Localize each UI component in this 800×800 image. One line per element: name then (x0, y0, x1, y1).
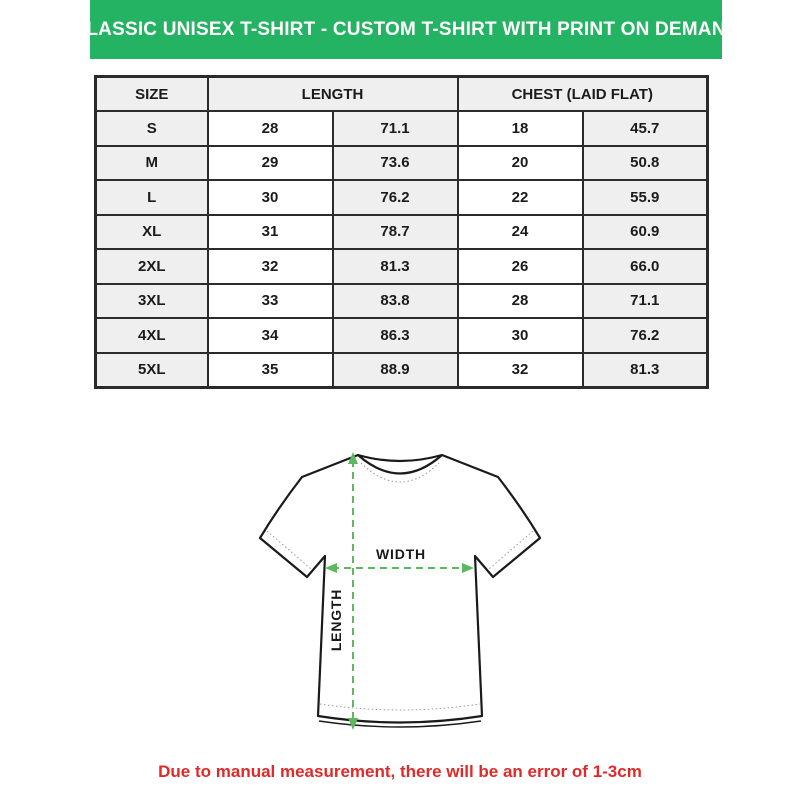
size-table-container (94, 75, 706, 389)
chest-cm-cell: 66.0 (583, 249, 708, 284)
measurement-error-note: Due to manual measurement, there will be an error of 1-3cm (158, 762, 642, 781)
length-cm-cell: 86.3 (333, 318, 458, 353)
title-banner (72, 0, 740, 59)
size-cell: M (96, 146, 208, 181)
length-cm-cell: 76.2 (333, 180, 458, 215)
length-in-cell: 28 (208, 111, 333, 146)
column-header-length: LENGTH (208, 77, 458, 112)
table-row (96, 249, 708, 284)
table-row (96, 215, 708, 250)
length-in-cell: 34 (208, 318, 333, 353)
chest-in-cell: 30 (458, 318, 583, 353)
length-cm-cell: 88.9 (333, 353, 458, 388)
size-cell: XL (96, 215, 208, 250)
size-cell: L (96, 180, 208, 215)
size-chart-table (94, 75, 709, 389)
chest-in-cell: 32 (458, 353, 583, 388)
chest-in-cell: 20 (458, 146, 583, 181)
chest-in-cell: 24 (458, 215, 583, 250)
table-row (96, 284, 708, 319)
length-in-cell: 35 (208, 353, 333, 388)
size-cell: 2XL (96, 249, 208, 284)
chest-cm-cell: 81.3 (583, 353, 708, 388)
size-cell: S (96, 111, 208, 146)
size-cell: 5XL (96, 353, 208, 388)
width-label: WIDTH (376, 546, 426, 562)
chest-in-cell: 18 (458, 111, 583, 146)
length-cm-cell: 81.3 (333, 249, 458, 284)
tshirt-measurement-diagram (240, 432, 560, 742)
table-row (96, 111, 708, 146)
length-in-cell: 30 (208, 180, 333, 215)
column-header-size: SIZE (96, 77, 208, 112)
chest-cm-cell: 45.7 (583, 111, 708, 146)
chest-cm-cell: 55.9 (583, 180, 708, 215)
length-label: LENGTH (328, 588, 344, 652)
tshirt-body-outline (260, 455, 540, 723)
chest-in-cell: 28 (458, 284, 583, 319)
chest-in-cell: 26 (458, 249, 583, 284)
length-in-cell: 33 (208, 284, 333, 319)
tshirt-outline-drawing (240, 432, 560, 742)
table-row (96, 180, 708, 215)
length-cm-cell: 73.6 (333, 146, 458, 181)
table-row (96, 353, 708, 388)
chest-cm-cell: 50.8 (583, 146, 708, 181)
length-cm-cell: 71.1 (333, 111, 458, 146)
chest-cm-cell: 60.9 (583, 215, 708, 250)
table-row (96, 146, 708, 181)
length-in-cell: 32 (208, 249, 333, 284)
table-row (96, 318, 708, 353)
size-cell: 3XL (96, 284, 208, 319)
table-header-row (96, 77, 708, 112)
length-cm-cell: 78.7 (333, 215, 458, 250)
length-in-cell: 29 (208, 146, 333, 181)
chest-in-cell: 22 (458, 180, 583, 215)
size-cell: 4XL (96, 318, 208, 353)
column-header-chest: CHEST (LAID FLAT) (458, 77, 708, 112)
length-in-cell: 31 (208, 215, 333, 250)
length-cm-cell: 83.8 (333, 284, 458, 319)
page-title: CLASSIC UNISEX T-SHIRT - CUSTOM T-SHIRT WITH PRINT ON DEMAND (72, 18, 740, 40)
chest-cm-cell: 76.2 (583, 318, 708, 353)
chest-cm-cell: 71.1 (583, 284, 708, 319)
